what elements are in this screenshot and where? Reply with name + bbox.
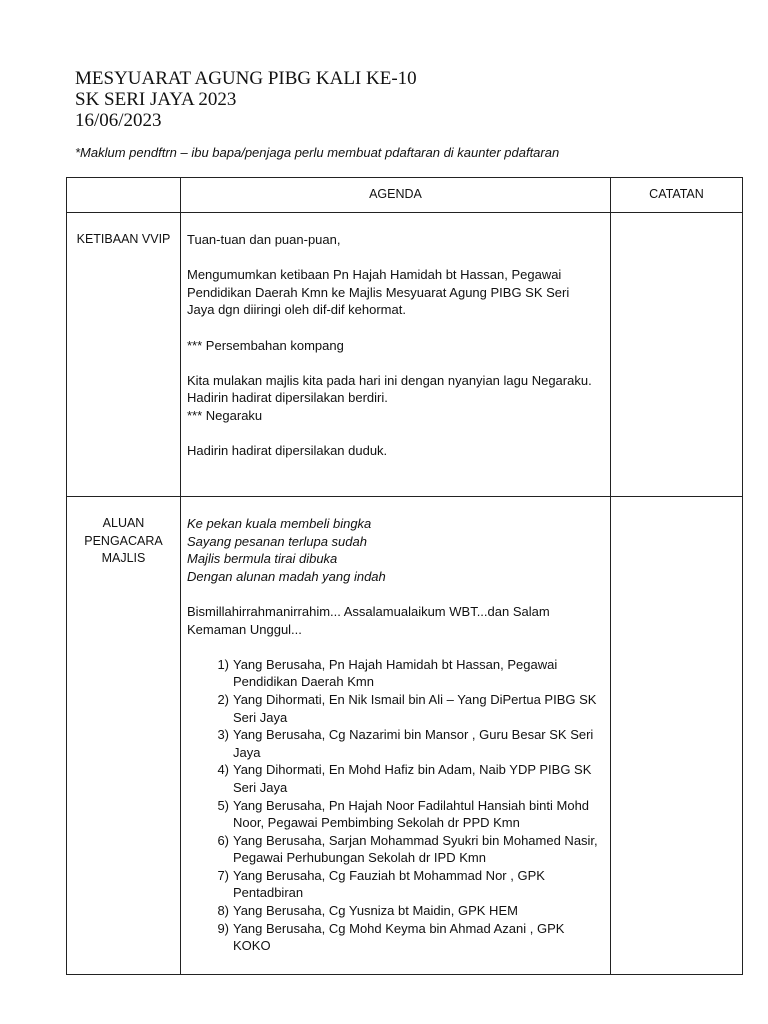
list-number: 5): [217, 797, 229, 813]
agenda-table: [66, 177, 743, 975]
guest-text: Yang Dihormati, En Mohd Hafiz bin Adam, Naib YDP PIBG SK Seri Jaya: [233, 762, 592, 795]
list-item: [207, 726, 600, 761]
header-agenda: AGENDA: [181, 178, 611, 213]
list-number: 4): [217, 762, 229, 778]
list-number: 8): [217, 903, 229, 919]
guest-text: Yang Berusaha, Cg Nazarimi bin Mansor , Guru Besar SK Seri Jaya: [233, 727, 594, 760]
list-item: [207, 867, 600, 902]
list-number: 2): [217, 691, 229, 707]
pantun-line: Dengan alunan madah yang indah: [187, 568, 386, 584]
anthem-intro: Kita mulakan majlis kita pada hari ini dengan nyanyian lagu Negaraku. Hadirin hadirat dipersilakan berdiri.: [187, 372, 592, 406]
greeting-text: Tuan-tuan dan puan-puan,: [187, 232, 341, 247]
title-line-1: MESYUARAT AGUNG PIBG KALI KE-10: [75, 68, 417, 89]
list-number: 6): [217, 832, 229, 848]
title-line-2: SK SERI JAYA 2023: [75, 89, 237, 110]
meeting-date: 16/06/2023: [75, 110, 162, 131]
guest-list: [187, 656, 600, 955]
guest-text: Yang Berusaha, Cg Fauziah bt Mohammad Nor , GPK Pentadbiran: [233, 867, 545, 901]
pantun-line: Ke pekan kuala membeli bingka: [187, 516, 372, 531]
guest-text: Yang Berusaha, Sarjan Mohammad Syukri bin Mohamed Nasir, Pegawai Perhubungan Sekolah dr IPD Kmn: [233, 832, 598, 866]
list-item: [207, 832, 600, 867]
list-number: 7): [217, 867, 229, 883]
kompang-cue: *** Persembahan kompang: [187, 337, 344, 353]
row-label-line: PENGACARA: [84, 533, 163, 548]
list-item: [207, 761, 600, 796]
guest-text: Yang Berusaha, Pn Hajah Noor Fadilahtul Hansiah binti Mohd Noor, Pegawai Pembimbing Sekolah dr PPD Kmn: [233, 797, 590, 831]
document-title: [75, 68, 417, 131]
table-row-ketibaan-vvip: [67, 213, 743, 497]
notes-cell-ketibaan-vvip: [611, 213, 743, 497]
list-number: 9): [217, 920, 229, 936]
list-number: 3): [217, 727, 229, 743]
sit-instruction: Hadirin hadirat dipersilakan duduk.: [187, 443, 388, 459]
list-item: [207, 797, 600, 832]
list-item: [207, 691, 600, 726]
notes-cell-aluan-pengacara: [611, 497, 743, 975]
opening-greeting: Bismillahirrahmanirrahim... Assalamualaikum WBT...dan Salam Kemaman Unggul...: [187, 603, 550, 637]
list-item: [207, 656, 600, 691]
row-label-line: ALUAN: [102, 516, 145, 530]
pantun-line: Sayang pesanan terlupa sudah: [187, 533, 367, 549]
guest-text: Yang Dihormati, En Nik Ismail bin Ali – Yang DiPertua PIBG SK Seri Jaya: [233, 691, 597, 725]
arrival-announcement: Mengumumkan ketibaan Pn Hajah Hamidah bt Hassan, Pegawai Pendidikan Daerah Kmn ke Majlis Mesyuarat Agung PIBG SK Seri Jaya dgn diiringi oleh dif-dif kehormat.: [187, 267, 570, 318]
row-label-aluan-pengacara: [67, 497, 181, 975]
registration-notice: *Maklum pendftrn – ibu bapa/penjaga perlu membuat pdaftaran di kaunter pdaftaran: [75, 145, 560, 160]
anthem-cue: *** Negaraku: [187, 407, 263, 423]
header-catatan: CATATAN: [611, 178, 743, 213]
pantun-line: Majlis bermula tirai dibuka: [187, 551, 338, 567]
table-row-aluan-pengacara: [67, 497, 743, 975]
list-item: [207, 902, 600, 920]
list-item: [207, 920, 600, 955]
header-label-cell: [67, 178, 181, 213]
list-number: 1): [217, 656, 229, 672]
row-label-line: MAJLIS: [101, 551, 146, 566]
agenda-cell-aluan-pengacara: [181, 497, 611, 975]
table-header-row: [67, 178, 743, 213]
guest-text: Yang Berusaha, Cg Yusniza bt Maidin, GPK HEM: [233, 903, 518, 919]
row-label-ketibaan-vvip: KETIBAAN VVIP: [67, 213, 181, 497]
guest-text: Yang Berusaha, Cg Mohd Keyma bin Ahmad Azani , GPK KOKO: [233, 920, 565, 954]
pantun-verse: [187, 515, 600, 585]
agenda-cell-ketibaan-vvip: [181, 213, 611, 497]
guest-text: Yang Berusaha, Pn Hajah Hamidah bt Hassan, Pegawai Pendidikan Daerah Kmn: [233, 656, 558, 690]
